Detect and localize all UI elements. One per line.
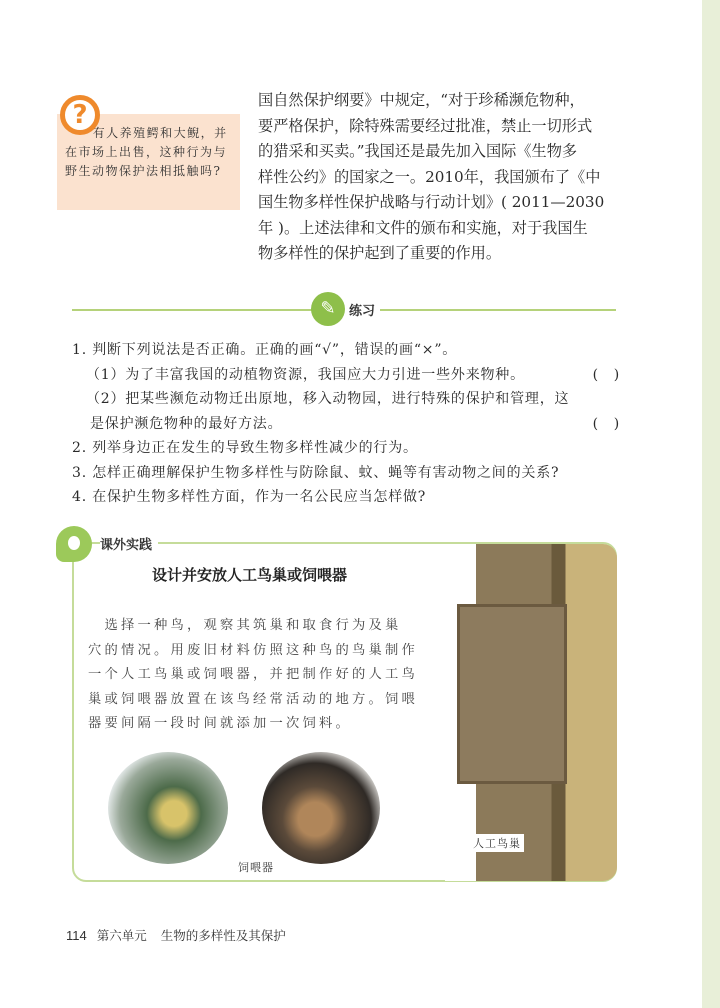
exercise-subitem: （2）把某些濒危动物迁出原地，移入动物园，进行特殊的保护和管理，这 (86, 391, 570, 407)
main-paragraph: 国自然保护纲要》中规定，“对于珍稀濒危物种， 要严格保护，除特殊需要经过批准，禁止一切形式 的猎采和买卖。”我国还是最先加入国际《生物多 样性公约》的国家之一。2010年，我国颁布了《中 国生物多样性保护战略与行动计划》( 2011—2030 年 )。上述法律和文件的颁布和实施，对于我国生 物多样性的保护起到了重要的作用。 (258, 91, 605, 262)
nest-caption: 人工鸟巢 (470, 834, 524, 852)
birdhouse-image (457, 604, 567, 784)
feeder-caption: 饲喂器 (238, 861, 274, 874)
answer-blank[interactable]: ( ) (592, 415, 620, 432)
exercise-item: 3. 怎样正确理解保护生物多样性与防除鼠、蚊、蝇等有害动物之间的关系? (72, 464, 560, 481)
practice-tab-label: 课外实践 (100, 534, 158, 553)
practice-title: 设计并安放人工鸟巢或饲喂器 (152, 566, 348, 584)
exercise-item: 4. 在保护生物多样性方面，作为一名公民应当怎样做? (72, 489, 427, 505)
page-edge-strip (702, 0, 720, 1008)
think-question-box: 有人养殖鳄和大鲵，并在市场上出售，这种行为与野生动物保护法相抵触吗? (57, 114, 240, 210)
exercise-item: 2. 列举身边正在发生的导致生物多样性减少的行为。 (72, 440, 418, 456)
practice-paragraph: 选择一种鸟，观察其筑巢和取食行为及巢 穴的情况。用废旧材料仿照这种鸟的鸟巢制作 一个人工鸟巢或饲喂器，并把制作好的人工鸟 巢或饲喂器放置在该鸟经常活动的地方。饲喂 器要间隔一段时间就添加一次饲料。 (88, 618, 418, 731)
page-number: 114 (66, 928, 87, 943)
chapter-title: 生物的多样性及其保护 (160, 928, 286, 943)
divider-right (380, 309, 616, 311)
question-icon: ? (60, 95, 100, 135)
divider-left (72, 309, 312, 311)
leaf-icon (56, 526, 92, 562)
unit-label: 第六单元 (96, 928, 147, 943)
answer-blank[interactable]: ( ) (592, 366, 620, 383)
exercise-list (72, 338, 620, 510)
exercise-subitem-cont: 是保护濒危物种的最好方法。 ( ) (72, 412, 620, 437)
exercise-title: 练习 (349, 304, 376, 319)
bird-feeder-photo-2 (262, 752, 380, 864)
exercise-item: 1. 判断下列说法是否正确。正确的画“√”，错误的画“×”。 (72, 342, 458, 358)
birdhouse-photo (445, 544, 617, 881)
pencil-icon: ✎ (311, 292, 345, 326)
bird-feeder-photo-1 (108, 752, 228, 864)
page-footer (66, 926, 286, 944)
exercise-subitem: （1）为了丰富我国的动植物资源，我国应大力引进一些外来物种。 ( ) (72, 363, 620, 388)
